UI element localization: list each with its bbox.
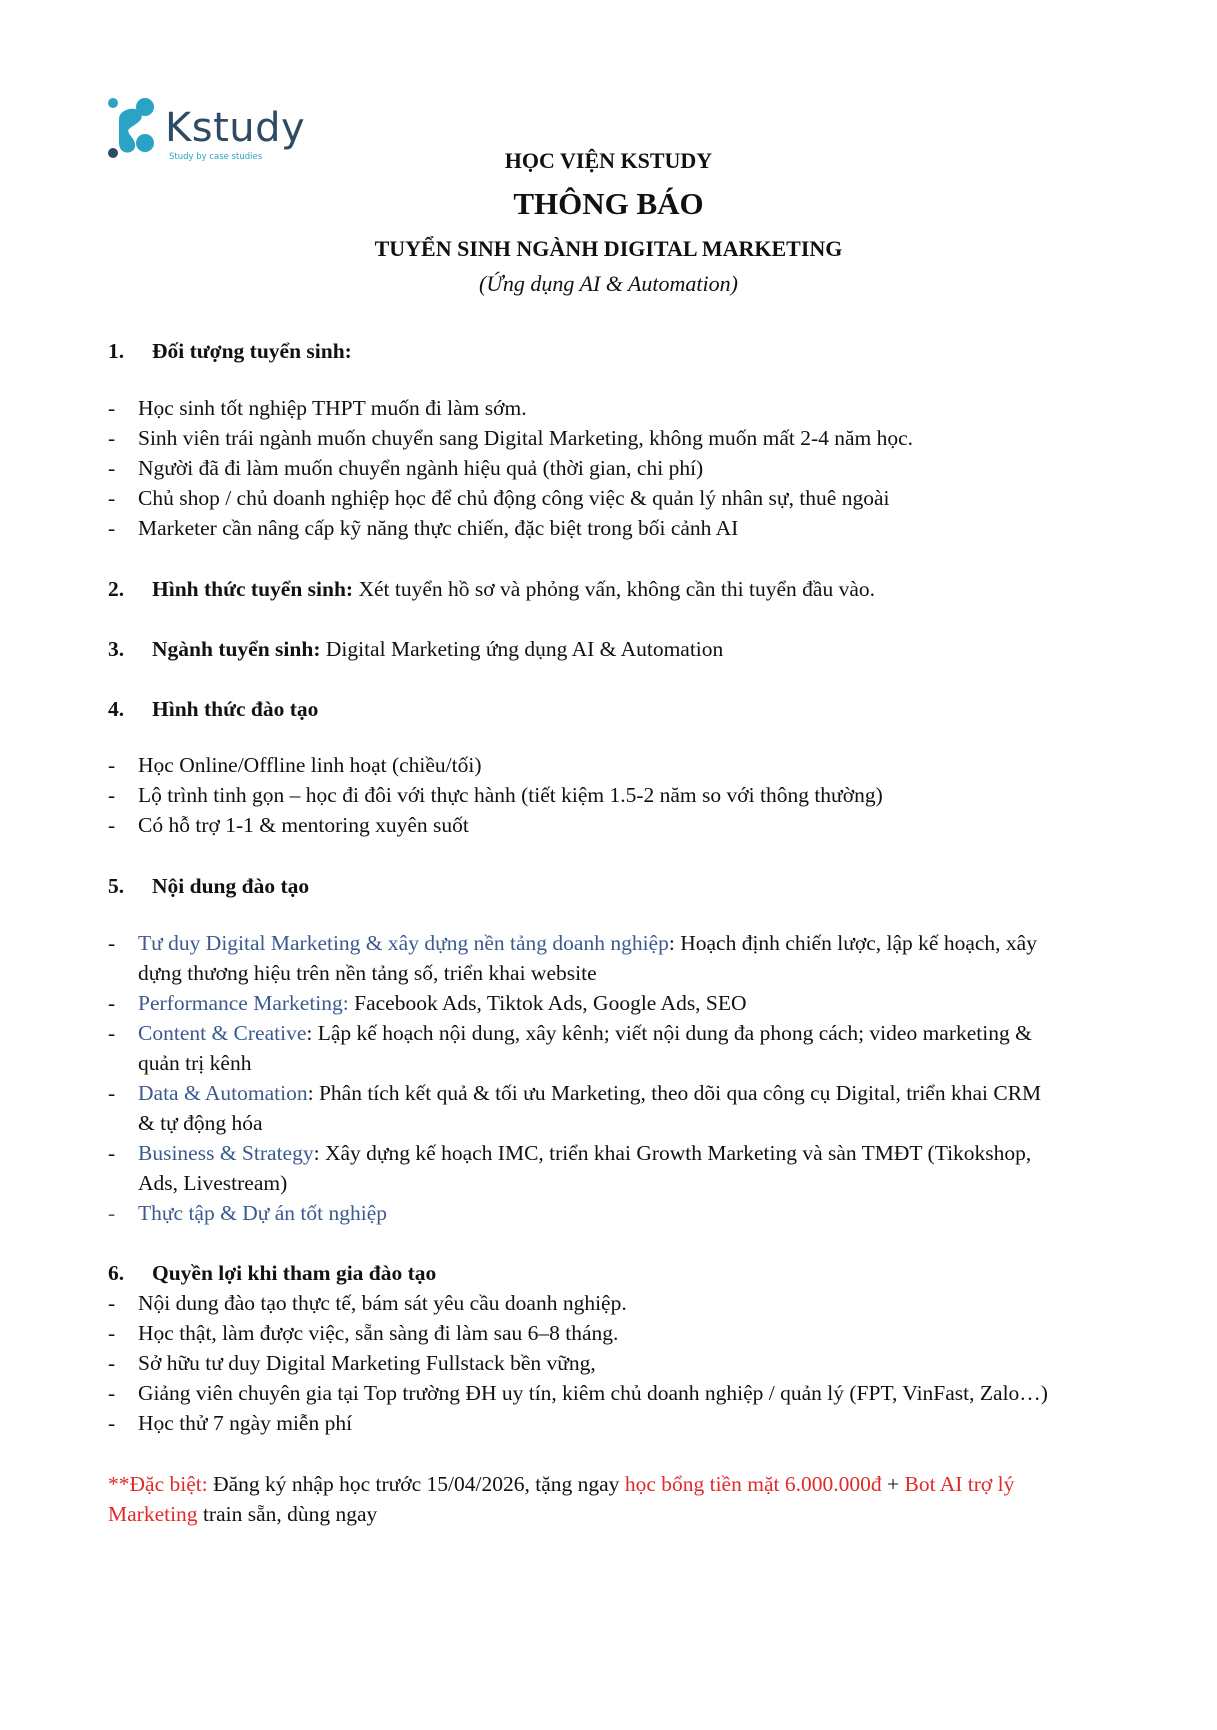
list-item-text: Học Online/Offline linh hoạt (chiều/tối) — [138, 753, 482, 777]
section-title: Đối tượng tuyển sinh: — [152, 339, 352, 363]
scholarship-text: học bổng tiền mặt 6.000.000đ — [624, 1472, 882, 1496]
bullet-dash: - — [108, 456, 116, 480]
section-title: Nội dung đào tạo — [152, 874, 310, 898]
special-offer-line-1 — [108, 1469, 1014, 1499]
section-title: Hình thức đào tạo — [152, 697, 319, 721]
section-text: Digital Marketing ứng dụng AI & Automation — [320, 637, 724, 661]
special-text: train sẵn, dùng ngay — [197, 1502, 378, 1526]
topic-label: Tư duy Digital Marketing & xây dựng nền tảng doanh nghiệp — [138, 931, 669, 955]
section-number: 3. — [108, 637, 125, 661]
bullet-dash: - — [108, 486, 116, 510]
section-title: Quyền lợi khi tham gia đào tạo — [152, 1261, 437, 1285]
bullet-dash: - — [108, 1351, 116, 1375]
topic-label: Thực tập & Dự án tốt nghiệp — [138, 1201, 388, 1225]
topic-detail: quản trị kênh — [138, 1051, 252, 1075]
section-line — [152, 634, 723, 664]
topic-detail: Ads, Livestream) — [138, 1171, 288, 1195]
bot-text: Marketing — [108, 1502, 198, 1526]
section-line — [152, 574, 875, 604]
section-number: 5. — [108, 874, 125, 898]
list-item-text: Chủ shop / chủ doanh nghiệp học để chủ động công việc & quản lý nhân sự, thuê ngoài — [138, 486, 890, 510]
topic-detail: Facebook Ads, Tiktok Ads, Google Ads, SEO — [348, 991, 747, 1015]
topic-label: Performance Marketing: — [138, 991, 349, 1015]
bullet-dash: - — [108, 396, 116, 420]
topic-detail: : Xây dựng kế hoạch IMC, triển khai Growth Marketing và sàn TMĐT (Tikokshop, — [313, 1141, 1032, 1165]
special-text: Đăng ký nhập học trước 15/04/2026, tặng ngay — [207, 1472, 625, 1496]
list-item-text: Giảng viên chuyên gia tại Top trường ĐH uy tín, kiêm chủ doanh nghiệp / quản lý (FPT, VinFast, Zalo…) — [138, 1381, 1048, 1405]
section-title: Hình thức tuyển sinh: — [152, 577, 354, 601]
logo-tagline: Study by case studies — [169, 152, 263, 162]
page-title: THÔNG BÁO — [513, 186, 704, 221]
list-item-text: Lộ trình tinh gọn – học đi đôi với thực hành (tiết kiệm 1.5-2 năm so với thông thường) — [138, 783, 883, 807]
bullet-dash: - — [108, 783, 116, 807]
list-item-text: Sinh viên trái ngành muốn chuyển sang Digital Marketing, không muốn mất 2-4 năm học. — [138, 426, 914, 450]
list-item-text — [138, 1018, 1032, 1048]
topic-label: Data & Automation — [138, 1081, 308, 1105]
bullet-dash: - — [108, 1141, 116, 1165]
bullet-dash: - — [108, 1291, 116, 1315]
list-item-text — [138, 988, 747, 1018]
list-item-text — [138, 1138, 1031, 1168]
section-text: Xét tuyển hồ sơ và phỏng vấn, không cần thi tuyển đầu vào. — [353, 577, 875, 601]
topic-detail: dựng thương hiệu trên nền tảng số, triển khai website — [138, 961, 597, 985]
bullet-dash: - — [108, 1321, 116, 1345]
list-item-text: Học sinh tốt nghiệp THPT muốn đi làm sớm. — [138, 396, 527, 420]
bullet-dash: - — [108, 1381, 116, 1405]
bullet-dash: - — [108, 516, 116, 540]
plus-text: + — [881, 1472, 905, 1496]
topic-label: Business & Strategy — [138, 1141, 314, 1165]
section-number: 2. — [108, 577, 125, 601]
list-item-text: Học thật, làm được việc, sẵn sàng đi làm sau 6–8 tháng. — [138, 1321, 619, 1345]
list-item-text: Có hỗ trợ 1-1 & mentoring xuyên suốt — [138, 813, 469, 837]
bullet-dash: - — [108, 426, 116, 450]
bullet-dash: - — [108, 1201, 116, 1225]
section-number: 6. — [108, 1261, 125, 1285]
list-item-text: Marketer cần nâng cấp kỹ năng thực chiến, đặc biệt trong bối cảnh AI — [138, 516, 739, 540]
list-item-text: Học thử 7 ngày miễn phí — [138, 1411, 353, 1435]
list-item-text: Nội dung đào tạo thực tế, bám sát yêu cầu doanh nghiệp. — [138, 1291, 627, 1315]
section-number: 4. — [108, 697, 125, 721]
topic-detail: : Lập kế hoạch nội dung, xây kênh; viết nội dung đa phong cách; video marketing & — [306, 1021, 1032, 1045]
bullet-dash: - — [108, 813, 116, 837]
list-item-text — [138, 928, 1037, 958]
list-item-text: Sở hữu tư duy Digital Marketing Fullstack bền vững, — [138, 1351, 596, 1375]
topic-detail: : Phân tích kết quả & tối ưu Marketing, theo dõi qua công cụ Digital, triển khai CRM — [307, 1081, 1042, 1105]
topic-detail: & tự động hóa — [138, 1111, 263, 1135]
topic-label: Content & Creative — [138, 1021, 307, 1045]
list-item-text: Người đã đi làm muốn chuyển ngành hiệu quả (thời gian, chi phí) — [138, 456, 704, 480]
organization-name: HỌC VIỆN KSTUDY — [504, 148, 713, 173]
bullet-dash: - — [108, 991, 116, 1015]
page-subtitle: TUYỂN SINH NGÀNH DIGITAL MARKETING — [374, 236, 843, 261]
bullet-dash: - — [108, 1021, 116, 1045]
topic-detail: : Hoạch định chiến lược, lập kế hoạch, xây — [668, 931, 1037, 955]
list-item-text — [138, 1078, 1041, 1108]
bullet-dash: - — [108, 753, 116, 777]
special-offer-line-2-text — [108, 1499, 377, 1529]
page-note: (Ứng dụng AI & Automation) — [479, 271, 738, 296]
logo-wordmark: Kstudy — [165, 105, 306, 151]
special-prefix: **Đặc biệt: — [108, 1472, 208, 1496]
bullet-dash: - — [108, 931, 116, 955]
bot-text: Bot AI trợ lý — [904, 1472, 1015, 1496]
section-number: 1. — [108, 339, 125, 363]
section-title: Ngành tuyển sinh: — [152, 637, 321, 661]
bullet-dash: - — [108, 1411, 116, 1435]
bullet-dash: - — [108, 1081, 116, 1105]
